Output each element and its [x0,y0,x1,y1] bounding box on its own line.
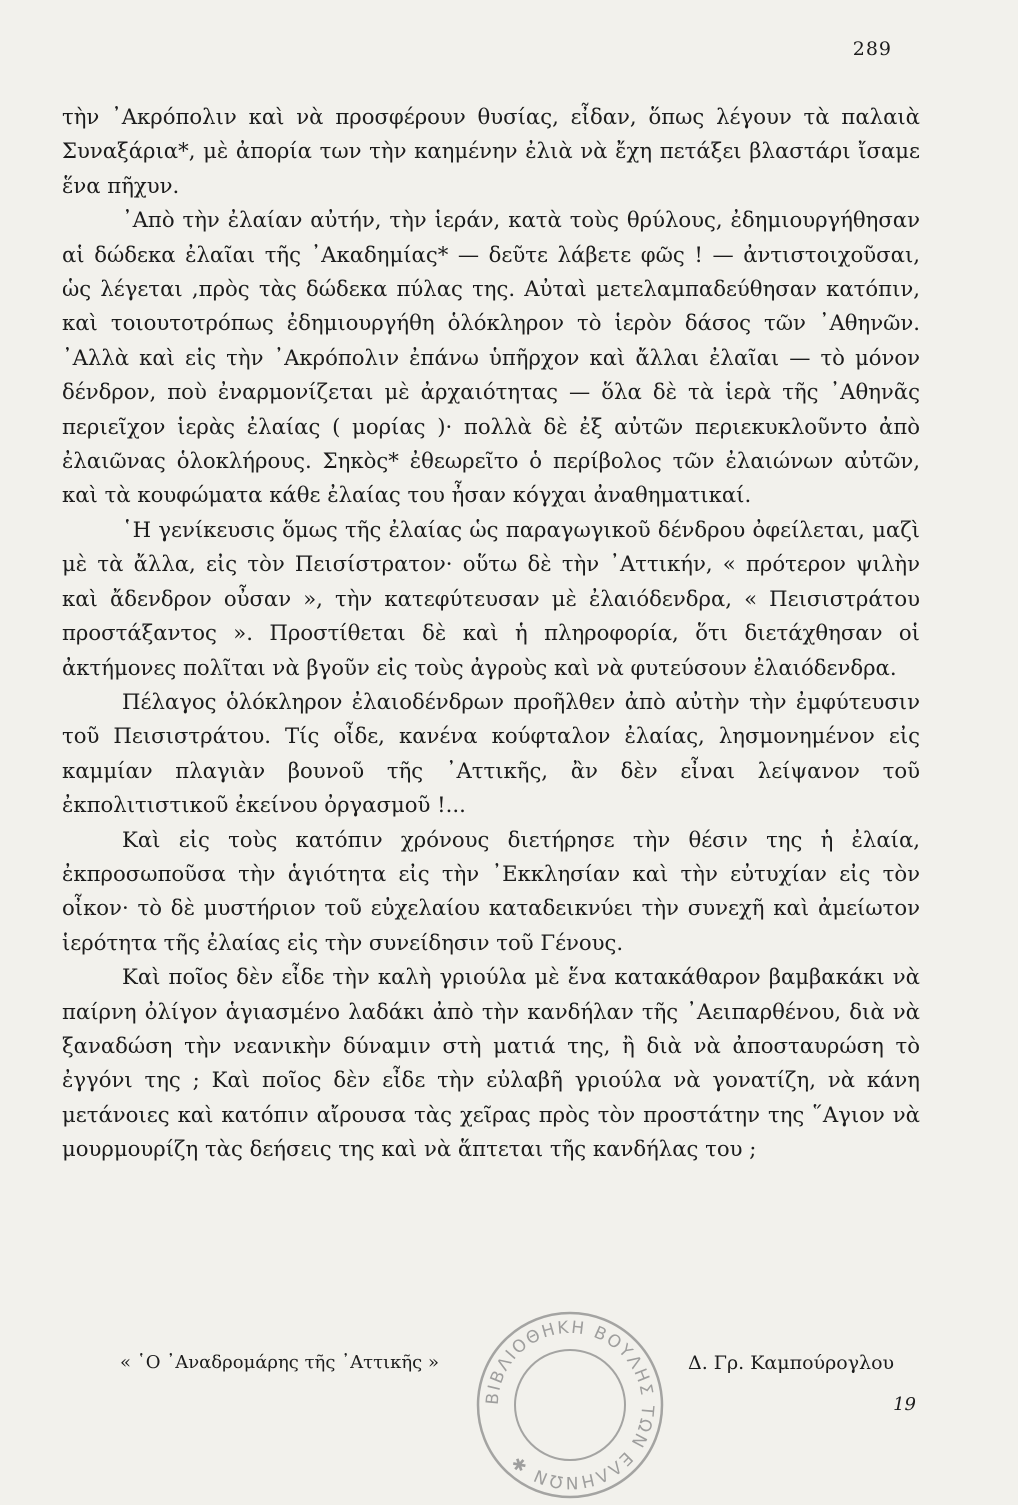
paragraph-4: Πέλαγος ὁλόκληρον ἐλαιοδένδρων προῆλθεν ἀπὸ αὐτὴν τὴν ἐμφύτευσιν τοῦ Πεισιστράτου. Τίς οἶδε, κανένα κούφταλον ἐλαίας, λησμονημένον εἰς καμμίαν πλαγιὰν βουνοῦ τῆς ᾿Αττικῆς, ἂν δὲν εἶναι λείψανον τοῦ ἐκπολιτιστικοῦ ἐκείνου ὀργασμοῦ !... [62,688,920,818]
paragraph-1: τὴν ᾿Ακρόπολιν καὶ νὰ προσφέρουν θυσίας, εἶδαν, ὅπως λέγουν τὰ παλαιὰ Συναξάρια*, μὲ ἀπορία των τὴν καημένην ἐλιὰ νὰ ἔχη πετάξει βλαστάρι ἴσαμε ἕνα πῆχυν. [62,104,920,198]
svg-text:ΒΙΒΛΙΟΘΗΚΗ ΒΟΥΛΗΣ ΤΩΝ ΕΛΛΗΝΩΝ [483,1318,658,1492]
body-text [62,100,920,1167]
stamp-text: ΒΙΒΛΙΟΘΗΚΗ ΒΟΥΛΗΣ ΤΩΝ ΕΛΛΗΝΩΝ ✱ [482,1317,658,1493]
author-name: Δ. Γρ. Καμπούρογλου [688,1352,895,1374]
paragraph-2: ᾿Απὸ τὴν ἐλαίαν αὐτήν, τὴν ἱεράν, κατὰ τοὺς θρύλους, ἐδημιουργήθησαν αἱ δώδεκα ἐλαῖαι τῆς ᾿Ακαδημίας* — δεῦτε λάβετε φῶς ! — ἀντιστοιχοῦσαι, ὡς λέγεται ,πρὸς τὰς δώδεκα πύλας της. Αὐταὶ μετελαμπαδεύθησαν κατόπιν, καὶ τοιουτοτρόπως ἐδημιουργήθη ὁλόκληρον τὸ ἱερὸν δάσος τῶν ᾿Αθηνῶν. ᾿Αλλὰ καὶ εἰς τὴν ᾿Ακρόπολιν ἐπάνω ὑπῆρχον καὶ ἄλλαι ἐλαῖαι — τὸ μόνον δένδρον, ποὺ ἐναρμονίζεται μὲ ἀρχαιότητας — ὅλα δὲ τὰ ἱερὰ τῆς ᾿Αθηνᾶς περιεῖχον ἱερὰς ἐλαίας ( μορίας )· πολλὰ δὲ ἐξ αὐτῶν περιεκυκλοῦντο ἀπὸ ἐλαιῶνας ὁλοκλήρους. Σηκὸς* ἐθεωρεῖτο ὁ περίβολος τῶν ἐλαιώνων αὐτῶν, καὶ τὰ κουφώματα κάθε ἐλαίας του ἦσαν κόγχαι ἀναθηματικαί. [62,207,920,508]
source-title: « ῾Ο ᾿Αναδρομάρης τῆς ᾿Αττικῆς » [120,1352,439,1373]
signature-mark: 19 [893,1394,916,1415]
paragraph-5: Καὶ εἰς τοὺς κατόπιν χρόνους διετήρησε τὴν θέσιν της ἡ ἐλαία, ἐκπροσωποῦσα τὴν ἁγιότητα εἰς τὴν ᾿Εκκλησίαν καὶ τὴν εὐτυχίαν εἰς τὸν οἶκον· τὸ δὲ μυστήριον τοῦ εὐχελαίου καταδεικνύει τὴν συνεχῆ καὶ ἀμείωτον ἱερότητα τῆς ἐλαίας εἰς τὴν συνείδησιν τοῦ Γένους. [62,826,920,955]
paragraph-3: ῾Η γενίκευσις ὅμως τῆς ἐλαίας ὡς παραγωγικοῦ δένδρου ὀφείλεται, μαζὶ μὲ τὰ ἄλλα, εἰς τὸν Πεισίστρατον· οὕτω δὲ τὴν ᾿Αττικήν, « πρότερον ψιλὴν καὶ ἄδενδρον οὖσαν », τὴν κατεφύτευσαν μὲ ἐλαιόδενδρα, « Πεισιστράτου προστάξαντος ». Προστίθεται δὲ καὶ ἡ πληροφορία, ὅτι διετάχθησαν οἱ ἀκτήμονες πολῖται νὰ βγοῦν εἰς τοὺς ἀγροὺς καὶ νὰ φυτεύσουν ἐλαιόδενδρα. [62,516,920,680]
library-stamp [470,1305,670,1505]
paragraph-6: Καὶ ποῖος δὲν εἶδε τὴν καλὴ γριούλα μὲ ἕνα κατακάθαρον βαμβακάκι νὰ παίρνη ὀλίγον ἁγιασμένο λαδάκι ἀπὸ τὴν κανδήλαν τῆς ᾿Αειπαρθένου, διὰ νὰ ξαναδώση τὴν νεανικὴν δύναμιν στὴ ματιά της, ἢ διὰ νὰ ἀποσταυρώση τὸ ἐγγόνι της ; Καὶ ποῖος δὲν εἶδε τὴν εὐλαβῆ γριούλα νὰ γονατίζη, νὰ κάνη μετάνοιες καὶ κατόπιν αἴρουσα τὰς χεῖρας πρὸς τὸν προστάτην της ῞Αγιον νὰ μουρμουρίζη τὰς δεήσεις της καὶ νὰ ἅπτεται τῆς κανδήλας του ; [62,964,920,1162]
page-number: 289 [852,38,892,60]
